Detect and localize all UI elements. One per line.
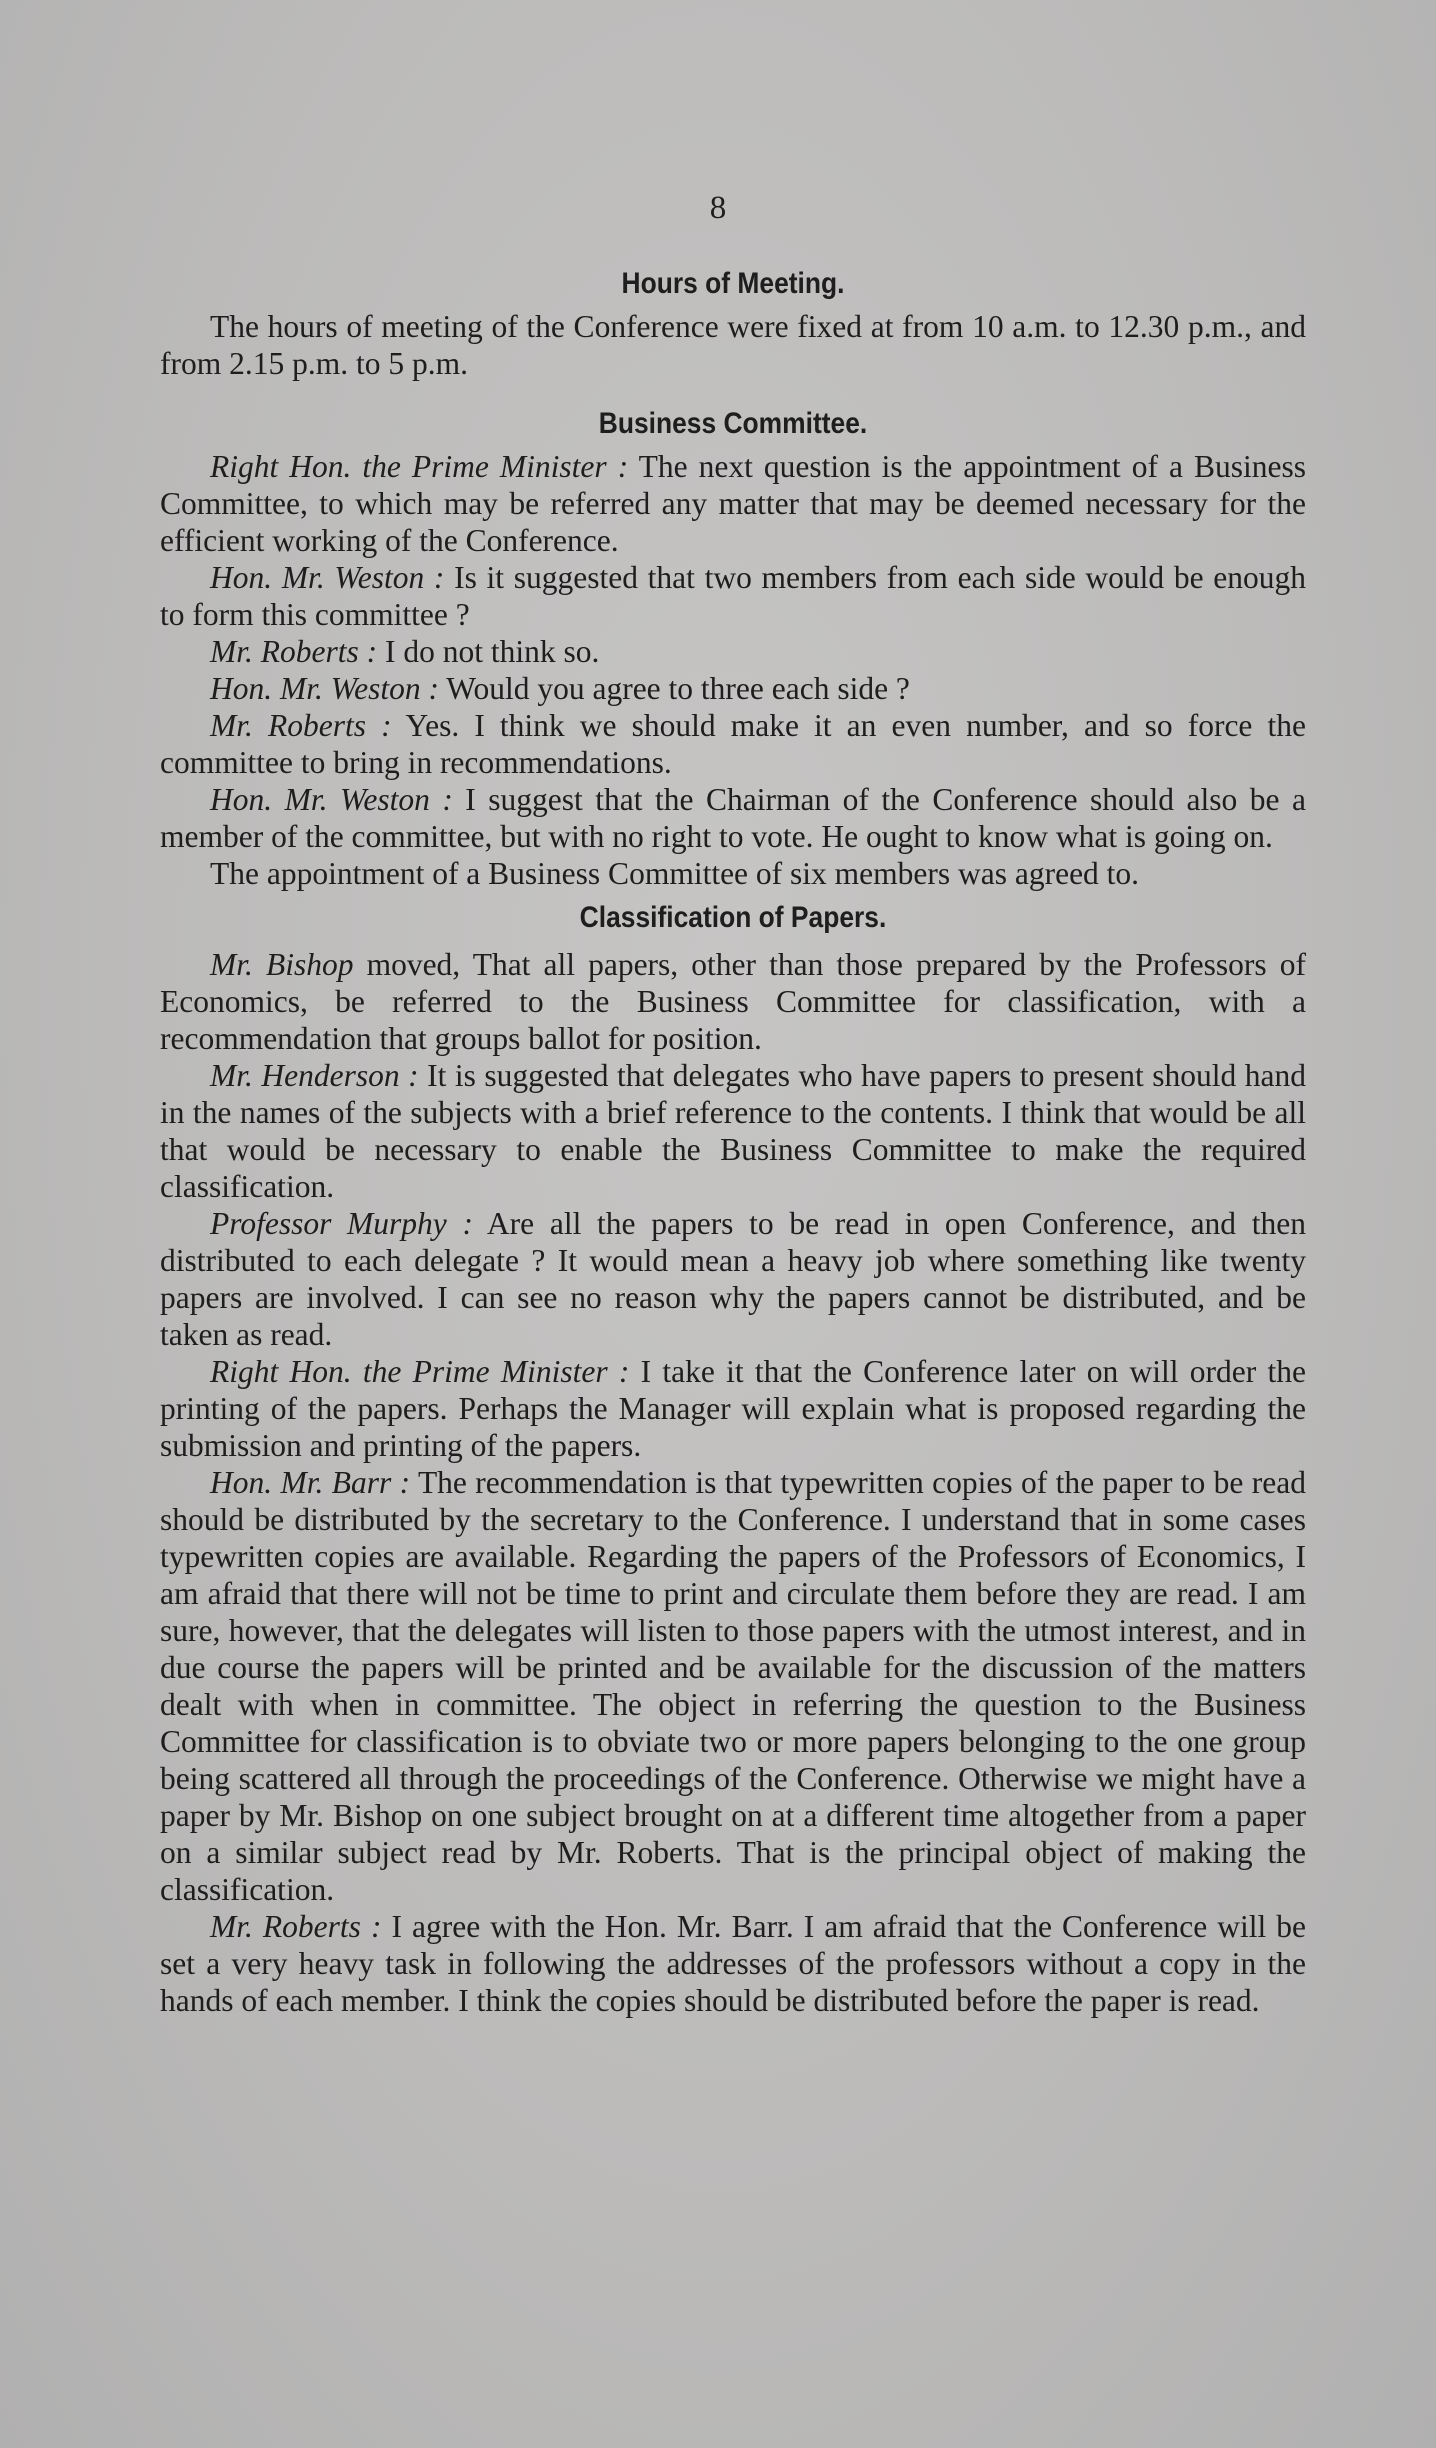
speaker-name: Hon. Mr. Weston : (210, 782, 453, 817)
heading-hours-of-meeting: Hours of Meeting. (621, 267, 845, 300)
speaker-name: Mr. Roberts : (210, 708, 392, 743)
paragraph-text: The next question is the appointment of a Business Committee, to which may be referred any matter that may be deemed necessary for the efficient working of the Conference. (160, 449, 1306, 558)
speaker-name: Mr. Bishop (210, 947, 354, 982)
speaker-name: Mr. Roberts : (210, 1909, 382, 1944)
speaker-name: Right Hon. the Prime Minister : (210, 1354, 630, 1389)
paragraph-text: I do not think so. (377, 634, 600, 669)
speaker-name: Hon. Mr. Barr : (210, 1465, 411, 1500)
section-business (160, 448, 1306, 892)
speaker-name: Hon. Mr. Weston : (210, 671, 439, 706)
paragraph (160, 1057, 1306, 1205)
paragraph-text: I agree with the Hon. Mr. Barr. I am afraid that the Conference will be set a very heavy task in following the addresses of the professors without a copy in the hands of each member. I think the copies should be distributed before the paper is read. (160, 1909, 1306, 2018)
speaker-name: Mr. Roberts : (210, 634, 378, 669)
text-column (160, 262, 1306, 2019)
paragraph-text: The appointment of a Business Committee of six members was agreed to. (210, 856, 1140, 891)
speaker-name: Mr. Henderson : (210, 1058, 419, 1093)
section-hours (160, 308, 1306, 382)
heading-business-committee: Business Committee. (598, 407, 868, 440)
page-number: 8 (709, 190, 727, 226)
paragraph-text: Are all the papers to be read in open Conference, and then distributed to each delegate ? It would mean a heavy job where something like twenty papers are involved. I can see no reason why the papers cannot be distributed, and be taken as read. (160, 1206, 1306, 1352)
paragraph (160, 448, 1306, 559)
paragraph (160, 1353, 1306, 1464)
paragraph-text: Would you agree to three each side ? (438, 671, 910, 706)
paragraph (160, 308, 1306, 382)
paragraph-text: Is it suggested that two members from each side would be enough to form this committee ? (160, 560, 1306, 632)
speaker-name: Right Hon. the Prime Minister : (210, 449, 629, 484)
paragraph (160, 1464, 1306, 1908)
paragraph (160, 946, 1306, 1057)
paragraph (160, 633, 1306, 670)
section-classification (160, 946, 1306, 2019)
paragraph-text: Yes. I think we should make it an even number, and so force the committee to bring in recommendations. (160, 708, 1306, 780)
speaker-name: Professor Murphy : (210, 1206, 473, 1241)
paragraph (160, 855, 1306, 892)
paragraph-text: It is suggested that delegates who have papers to present should hand in the names of the subjects with a brief reference to the contents. I think that would be all that would be necessary to enable the Business Committee to make the required classification. (160, 1058, 1307, 1204)
paragraph (160, 1908, 1306, 2019)
paragraph (160, 1205, 1306, 1353)
heading-classification-of-papers: Classification of Papers. (579, 901, 887, 934)
paragraph-text: The recommendation is that typewritten copies of the paper to be read should be distributed by the secretary to the Conference. I understand that in some cases typewritten copies are available. Regarding the papers of the Professors of Economics, I am afraid that there will not be time to print and circulate them before they are read. I am sure, however, that the delegates will listen to those papers with the utmost interest, and in due course the papers will be printed and be available for the discussion of the matters dealt with when in committee. The object in referring the question to the Business Committee for classification is to obviate two or more papers belonging to the one group being scattered all through the proceedings of the Conference. Otherwise we might have a paper by Mr. Bishop on one subject brought on at a different time altogether from a paper on a similar subject read by Mr. Roberts. That is the principal object of making the classification. (160, 1465, 1306, 1907)
paragraph (160, 707, 1306, 781)
paragraph-text: The hours of meeting of the Conference were fixed at from 10 a.m. to 12.30 p.m., and from 2.15 p.m. to 5 p.m. (160, 309, 1306, 381)
paragraph (160, 559, 1306, 633)
paragraph-text: moved, That all papers, other than those prepared by the Professors of Economics, be referred to the Business Committee for classification, with a recommendation that groups ballot for position. (160, 947, 1307, 1056)
speaker-name: Hon. Mr. Weston : (210, 560, 445, 595)
paragraph (160, 670, 1306, 707)
paragraph-text: I take it that the Conference later on will order the printing of the papers. Perhaps the Manager will explain what is proposed regarding the submission and printing of the papers. (160, 1354, 1306, 1463)
paragraph-text: I suggest that the Chairman of the Conference should also be a member of the committee, but with no right to vote. He ought to know what is going on. (160, 782, 1306, 854)
paragraph (160, 781, 1306, 855)
